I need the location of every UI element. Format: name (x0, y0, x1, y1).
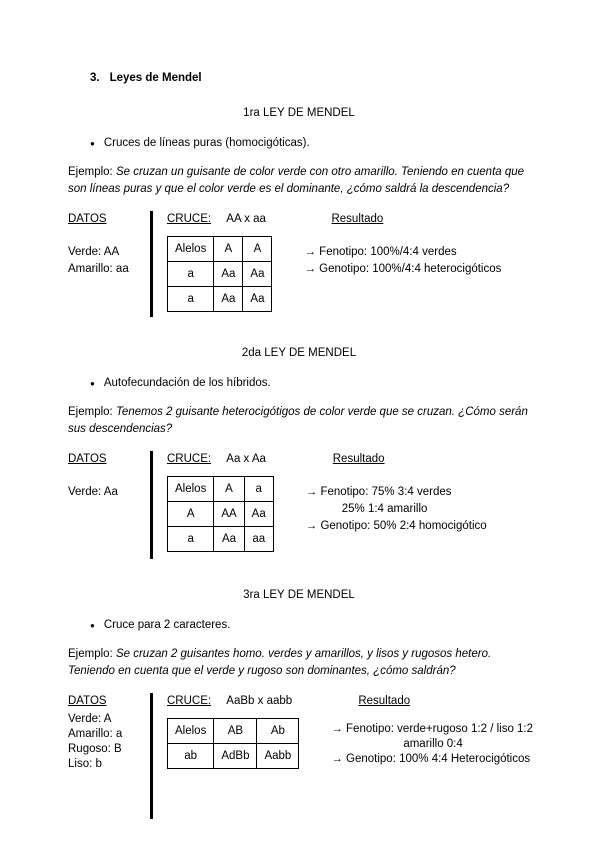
table-cell: Aa (214, 262, 243, 287)
table-cell: AdBb (214, 744, 257, 769)
result-line: → Genotipo: 50% 2:4 homocigótico (305, 520, 487, 532)
section-first-law (68, 105, 530, 317)
cruce-header (167, 693, 299, 710)
datos-label: DATOS (68, 695, 107, 707)
cruce-header (167, 451, 274, 468)
cruce-column (167, 211, 272, 312)
result-line: → Fenotipo: verde+rugoso 1:2 / liso 1:2 (331, 723, 534, 735)
datos-line: Amarillo: a (68, 728, 123, 740)
table-cell: a (168, 527, 214, 552)
resultado-column (331, 693, 534, 767)
bullet-text: Cruce para 2 caracteres. (103, 619, 231, 631)
heading-number: 3. (90, 72, 100, 84)
resultado-label: Resultado (332, 453, 385, 465)
datos-label: DATOS (68, 213, 107, 225)
table-cell: AA (214, 502, 244, 527)
table-row (168, 262, 272, 287)
bullet-text: Autofecundación de los híbridos. (103, 377, 271, 389)
table-cell: Aa (244, 502, 273, 527)
bullet-item (68, 375, 530, 392)
table-row (168, 287, 272, 312)
result-line: amarillo 0:4 (403, 738, 463, 750)
table-cell: Aa (243, 287, 272, 312)
datos-values (68, 244, 150, 278)
example-text: Se cruzan 2 guisantes homo. verdes y amarillos, y lisos y rugosos hetero. Teniendo en cuenta que el verde y rugoso son dominantes, ¿cómo saldrán? (68, 648, 492, 677)
bullet-item (68, 617, 530, 634)
table-cell: a (244, 477, 273, 502)
table-cell: AB (214, 719, 257, 744)
cruce-value: Aa x Aa (226, 453, 266, 465)
result-line: → Genotipo: 100%/4:4 heterocigóticos (304, 263, 502, 275)
cruce-value: AA x aa (226, 213, 266, 225)
datos-label: DATOS (68, 453, 107, 465)
example-paragraph (68, 404, 530, 438)
table-cell: A (168, 502, 214, 527)
table-cell: a (168, 262, 214, 287)
bullet-item (68, 135, 530, 152)
table-cell: Aa (243, 262, 272, 287)
table-cell: Aabb (257, 744, 299, 769)
datos-values (68, 712, 150, 772)
datos-column (68, 451, 150, 501)
cruce-label: CRUCE: (167, 695, 212, 707)
table-row (168, 527, 274, 552)
result-lines (331, 722, 534, 767)
datos-values (68, 484, 150, 501)
section-title: 1ra LEY DE MENDEL (243, 107, 355, 119)
table-cell: a (168, 287, 214, 312)
result-lines (306, 484, 530, 535)
result-line: → Fenotipo: 75% 3:4 verdes (305, 486, 452, 498)
section-second-law (68, 345, 530, 559)
table-row (168, 477, 274, 502)
heading-title: Leyes de Mendel (109, 72, 202, 84)
table-cell: Alelos (168, 477, 214, 502)
result-line: 25% 1:4 amarillo (341, 503, 428, 515)
datos-line: Verde: AA (68, 246, 120, 258)
bullet-icon (90, 135, 95, 152)
resultado-label: Resultado (358, 695, 411, 707)
cruce-label: CRUCE: (167, 453, 212, 465)
section-title: 3ra LEY DE MENDEL (243, 589, 355, 601)
work-area (68, 211, 530, 317)
work-area (68, 693, 534, 819)
table-row (168, 719, 299, 744)
vertical-divider (150, 211, 153, 317)
cruce-column (167, 451, 274, 552)
cruce-column (167, 693, 299, 769)
bullet-icon (90, 375, 95, 392)
table-row (168, 502, 274, 527)
datos-line: Liso: b (68, 758, 102, 770)
table-cell: Alelos (168, 237, 214, 262)
datos-line: Verde: Aa (68, 486, 118, 498)
resultado-label: Resultado (331, 213, 384, 225)
table-cell: Aa (214, 287, 243, 312)
example-text: Se cruzan un guisante de color verde con otro amarillo. Teniendo en cuenta que son líneas puras y que el color verde es el dominante, ¿cómo saldrá la descendencia? (68, 166, 525, 195)
bullet-icon (90, 617, 95, 634)
result-lines (304, 244, 530, 278)
table-row (168, 237, 272, 262)
cruce-value: AaBb x aabb (226, 695, 293, 707)
datos-column (68, 211, 150, 278)
table-row (168, 744, 299, 769)
vertical-divider (150, 451, 153, 559)
datos-column (68, 693, 150, 772)
work-area (68, 451, 530, 559)
section-title: 2da LEY DE MENDEL (241, 347, 357, 359)
example-label: Ejemplo: (68, 406, 113, 418)
table-cell: Alelos (168, 719, 214, 744)
datos-line: Amarillo: aa (68, 263, 129, 275)
result-line: → Fenotipo: 100%/4:4 verdes (304, 246, 457, 258)
example-paragraph (68, 164, 530, 198)
cruce-header (167, 211, 272, 228)
datos-line: Rugoso: B (68, 743, 122, 755)
example-text: Tenemos 2 guisante heterocigótigos de color verde que se cruzan. ¿Cómo serán sus descendencias? (68, 406, 528, 435)
result-line: → Genotipo: 100% 4:4 Heterocigóticos (331, 753, 531, 765)
vertical-divider (150, 693, 153, 819)
table-cell: A (243, 237, 272, 262)
example-paragraph (68, 646, 530, 680)
table-cell: Ab (257, 719, 299, 744)
punnett-table (167, 236, 272, 312)
table-cell: A (214, 477, 244, 502)
resultado-column (304, 211, 530, 278)
table-cell: aa (244, 527, 273, 552)
table-cell: Aa (214, 527, 244, 552)
bullet-text: Cruces de líneas puras (homocigóticas). (103, 137, 310, 149)
document-heading (68, 70, 530, 87)
cruce-label: CRUCE: (167, 213, 212, 225)
punnett-table (167, 476, 274, 552)
datos-line: Verde: A (68, 713, 112, 725)
table-cell: ab (168, 744, 214, 769)
example-label: Ejemplo: (68, 648, 113, 660)
example-label: Ejemplo: (68, 166, 113, 178)
resultado-column (306, 451, 530, 535)
punnett-table (167, 718, 299, 769)
table-cell: A (214, 237, 243, 262)
section-third-law (68, 587, 534, 819)
